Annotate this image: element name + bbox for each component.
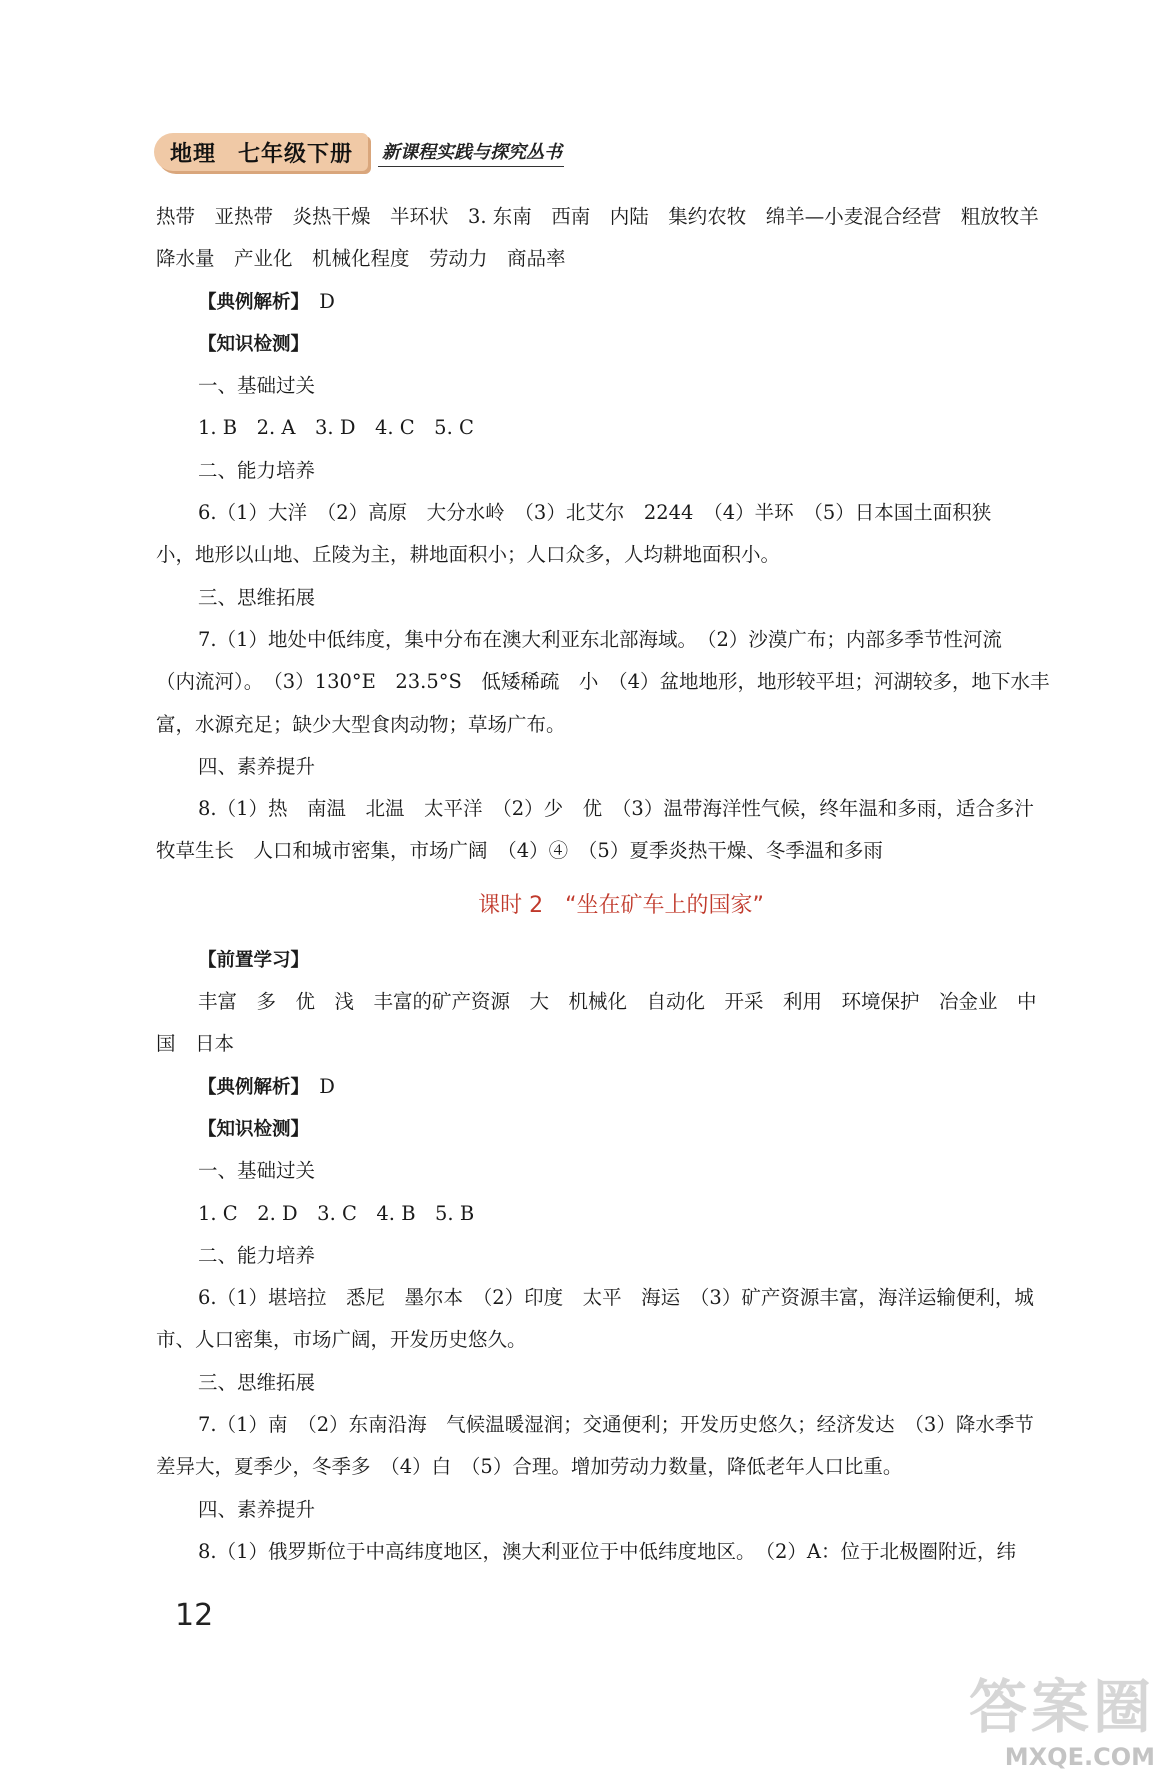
line-text: 二、能力培养	[198, 1243, 316, 1267]
line-text: 7.（1）南 （2）东南沿海 气候温暖湿润；交通便利；开发历史悠久；经济发达 （3）降水季节	[198, 1413, 1034, 1437]
text-line	[156, 407, 1086, 449]
line-text: 一、基础过关	[198, 374, 316, 398]
text-line	[156, 704, 1086, 746]
line-text: 差异大，夏季少，冬季多 （4）白 （5）合理。增加劳动力数量，降低老年人口比重。	[156, 1455, 903, 1479]
text-line	[156, 323, 1086, 365]
line-text: 富，水源充足；缺少大型食肉动物；草场广布。	[156, 712, 566, 736]
text-line	[156, 1319, 1086, 1361]
series-underline	[378, 166, 564, 167]
section-label: 【典例解析】	[198, 291, 300, 313]
text-line	[156, 1066, 1086, 1108]
watermark	[945, 1672, 1155, 1782]
answer-block-1	[156, 196, 1086, 873]
line-text: 1. C 2. D 3. C 4. B 5. B	[198, 1201, 475, 1225]
text-line	[156, 1404, 1086, 1446]
text-line	[156, 1362, 1086, 1404]
header-subject: 地理	[170, 141, 217, 167]
answer-block-2	[156, 939, 1086, 1573]
text-line	[156, 939, 1086, 981]
line-text: D	[299, 1074, 335, 1098]
line-text: 6.（1）堪培拉 悉尼 墨尔本 （2）印度 太平 海运 （3）矿产资源丰富，海洋运输便利，城	[198, 1286, 1034, 1310]
watermark-url: MXQE.COM	[1004, 1743, 1155, 1771]
line-text: 8.（1）热 南温 北温 太平洋 （2）少 优 （3）温带海洋性气候，终年温和多雨，适合多汁	[198, 797, 1034, 821]
line-text: 1. B 2. A 3. D 4. C 5. C	[198, 416, 474, 440]
text-line	[156, 1108, 1086, 1150]
line-text: 降水量 产业化 机械化程度 劳动力 商品率	[156, 247, 566, 271]
text-line	[156, 281, 1086, 323]
watermark-logo: 答案圈	[968, 1673, 1155, 1741]
line-text: 一、基础过关	[198, 1159, 316, 1183]
line-text: 四、素养提升	[198, 1497, 316, 1521]
line-text: 国 日本	[156, 1032, 235, 1056]
line-text: 牧草生长 人口和城市密集，市场广阔 （4）④ （5）夏季炎热干燥、冬季温和多雨	[156, 839, 883, 863]
text-line	[156, 746, 1086, 788]
text-line	[156, 492, 1086, 534]
text-line	[156, 981, 1086, 1023]
text-line	[156, 830, 1086, 872]
text-line	[156, 1193, 1086, 1235]
line-text: 四、素养提升	[198, 754, 316, 778]
header-subject-tab	[154, 133, 368, 171]
page-number: 12	[175, 1598, 214, 1633]
text-line	[156, 365, 1086, 407]
line-text: 6.（1）大洋 （2）高原 大分水岭 （3）北艾尔 2244 （4）半环 （5）日本国土面积狭	[198, 501, 992, 525]
text-line	[156, 1489, 1086, 1531]
text-line	[156, 661, 1086, 703]
text-line	[156, 788, 1086, 830]
text-line	[156, 196, 1086, 238]
text-line	[156, 619, 1086, 661]
line-text: （内流河）。 （3）130°E 23.5°S 低矮稀疏 小 （4）盆地地形，地形较平坦；河湖较多，地下水丰	[156, 670, 1050, 694]
header-grade: 七年级下册	[238, 141, 354, 167]
text-line	[156, 1150, 1086, 1192]
section-label: 【典例解析】	[198, 1076, 300, 1098]
line-text: 热带 亚热带 炎热干燥 半环状 3. 东南 西南 内陆 集约农牧 绵羊—小麦混合经营 粗放牧羊	[156, 205, 1039, 228]
section-label: 【知识检测】	[198, 333, 310, 355]
line-text: 三、思维拓展	[198, 1370, 316, 1394]
text-line	[156, 1277, 1086, 1319]
text-line	[156, 1446, 1086, 1488]
line-text: 丰富 多 优 浅 丰富的矿产资源 大 机械化 自动化 开采 利用 环境保护 冶金业 中	[198, 990, 1037, 1014]
line-text: 三、思维拓展	[198, 585, 316, 609]
text-line	[156, 1531, 1086, 1573]
text-line	[156, 577, 1086, 619]
line-text: 8.（1）俄罗斯位于中高纬度地区，澳大利亚位于中低纬度地区。 （2）A：位于北极圈附近，纬	[198, 1539, 1017, 1563]
line-text: 小，地形以山地、丘陵为主，耕地面积小；人口众多，人均耕地面积小。	[156, 543, 781, 567]
text-line	[156, 534, 1086, 576]
text-line	[156, 450, 1086, 492]
text-line	[156, 1235, 1086, 1277]
section-label: 【前置学习】	[198, 949, 310, 971]
line-text: 7.（1）地处中低纬度，集中分布在澳大利亚东北部海域。 （2）沙漠广布；内部多季节性河流	[198, 627, 1002, 651]
section-label: 【知识检测】	[198, 1118, 310, 1140]
series-name: 新课程实践与探究丛书	[382, 142, 562, 163]
answer-content	[156, 196, 1086, 1573]
line-text: 市、人口密集，市场广阔，开发历史悠久。	[156, 1328, 527, 1352]
section-title: 课时 2 “坐在矿车上的国家”	[478, 892, 764, 918]
text-line	[156, 1023, 1086, 1065]
text-line	[156, 238, 1086, 280]
line-text: D	[299, 289, 335, 313]
line-text: 二、能力培养	[198, 458, 316, 482]
